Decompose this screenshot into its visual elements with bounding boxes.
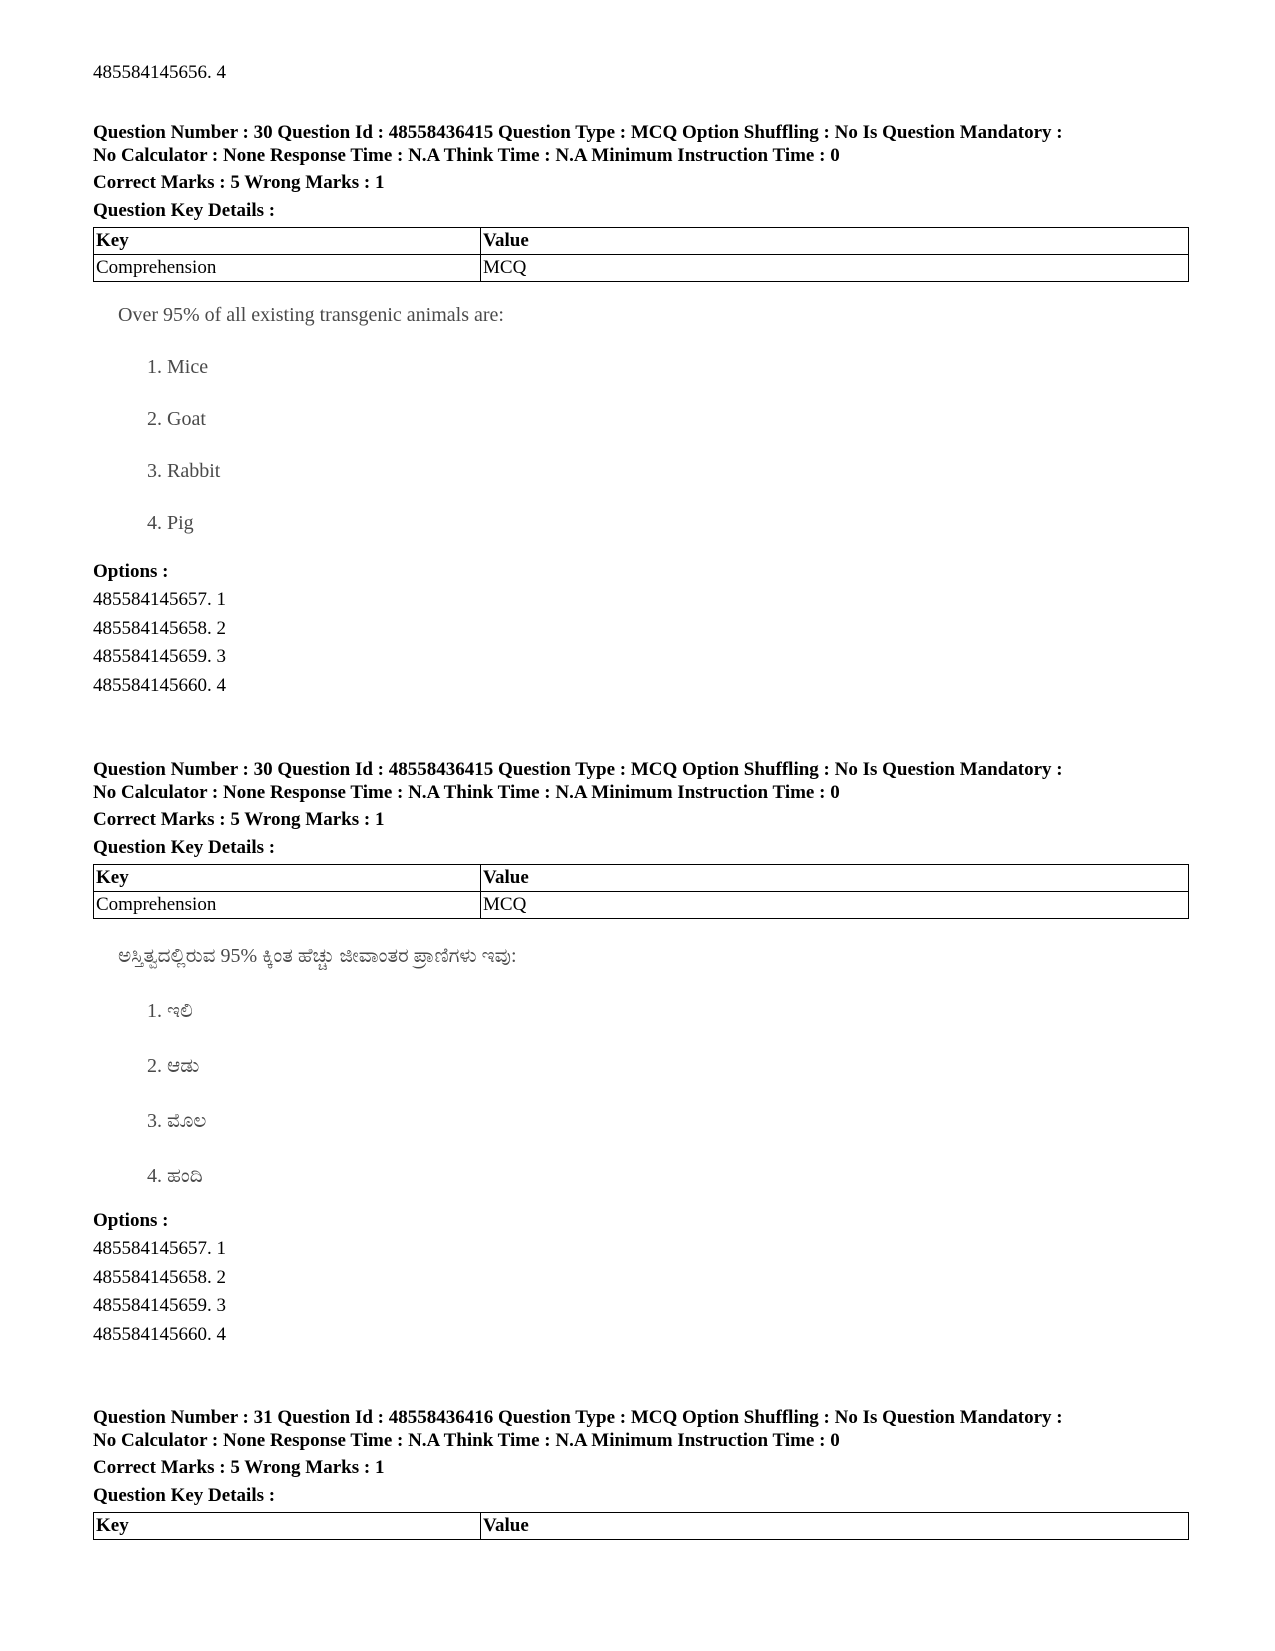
option-line: 485584145657. 1 bbox=[93, 589, 226, 610]
option-line: 485584145658. 2 bbox=[93, 1266, 226, 1288]
question-stem: Over 95% of all existing transgenic animals are: bbox=[118, 304, 504, 326]
key-value-table bbox=[93, 864, 1189, 919]
marks-line: Correct Marks : 5 Wrong Marks : 1 bbox=[93, 172, 385, 193]
question-header-line1: Question Number : 30 Question Id : 48558436415 Question Type : MCQ Option Shuffling : No Is Question Mandatory : bbox=[93, 759, 1063, 780]
choice-item: 1. ಇಲಿ bbox=[147, 1000, 193, 1022]
table-key-header: Key bbox=[94, 1513, 481, 1540]
choice-item: 4. Pig bbox=[147, 512, 194, 534]
question-image bbox=[118, 941, 1189, 1191]
key-details-label: Question Key Details : bbox=[93, 200, 276, 221]
choice-item: 4. ಹಂದಿ bbox=[147, 1165, 203, 1187]
option-line: 485584145659. 3 bbox=[93, 646, 226, 667]
marks-line: Correct Marks : 5 Wrong Marks : 1 bbox=[93, 1457, 385, 1478]
option-line: 485584145660. 4 bbox=[93, 674, 226, 696]
question-block bbox=[93, 758, 1189, 1349]
key-details-label: Question Key Details : bbox=[93, 1485, 276, 1506]
table-value-header: Value bbox=[481, 228, 1189, 255]
table-value-header: Value bbox=[481, 865, 1189, 892]
question-block bbox=[93, 1406, 1189, 1540]
option-line: 485584145660. 4 bbox=[93, 1323, 226, 1345]
table-value-cell: MCQ bbox=[481, 892, 1189, 919]
question-header-line1: Question Number : 31 Question Id : 48558436416 Question Type : MCQ Option Shuffling : No Is Question Mandatory : bbox=[93, 1407, 1063, 1428]
choice-item: 3. ಮೊಲ bbox=[147, 1110, 207, 1132]
table-value-cell: MCQ bbox=[481, 255, 1189, 282]
table-key-cell: Comprehension bbox=[94, 255, 481, 282]
marks-line: Correct Marks : 5 Wrong Marks : 1 bbox=[93, 809, 385, 830]
option-line: 485584145657. 1 bbox=[93, 1238, 226, 1259]
option-line: 485584145656. 4 bbox=[93, 62, 226, 83]
choice-item: 2. ಆಡು bbox=[147, 1055, 200, 1077]
table-key-header: Key bbox=[94, 228, 481, 255]
question-stem: ಅಸ್ತಿತ್ವದಲ್ಲಿರುವ 95% ಕ್ಕಿಂತ ಹೆಚ್ಚು ಜೀವಾಂತರ ಪ್ರಾಣಿಗಳು ಇವು: bbox=[118, 945, 517, 967]
options-label: Options : bbox=[93, 1210, 169, 1231]
choice-item: 1. Mice bbox=[147, 356, 209, 378]
question-header-line2: No Calculator : None Response Time : N.A Think Time : N.A Minimum Instruction Time : 0 bbox=[93, 1430, 840, 1451]
table-value-header: Value bbox=[481, 1513, 1189, 1540]
table-key-header: Key bbox=[94, 865, 481, 892]
choice-item: 3. Rabbit bbox=[147, 460, 221, 482]
question-header-line1: Question Number : 30 Question Id : 48558436415 Question Type : MCQ Option Shuffling : No Is Question Mandatory : bbox=[93, 122, 1063, 143]
options-label: Options : bbox=[93, 561, 169, 582]
option-line: 485584145658. 2 bbox=[93, 617, 226, 639]
question-image bbox=[118, 300, 1189, 538]
choice-item: 2. Goat bbox=[147, 408, 206, 430]
key-value-table bbox=[93, 227, 1189, 282]
table-key-cell: Comprehension bbox=[94, 892, 481, 919]
key-details-label: Question Key Details : bbox=[93, 837, 276, 858]
question-block bbox=[93, 121, 1189, 700]
option-line: 485584145659. 3 bbox=[93, 1295, 226, 1316]
key-value-table bbox=[93, 1512, 1189, 1540]
question-header-line2: No Calculator : None Response Time : N.A Think Time : N.A Minimum Instruction Time : 0 bbox=[93, 782, 840, 803]
question-header-line2: No Calculator : None Response Time : N.A Think Time : N.A Minimum Instruction Time : 0 bbox=[93, 145, 840, 166]
